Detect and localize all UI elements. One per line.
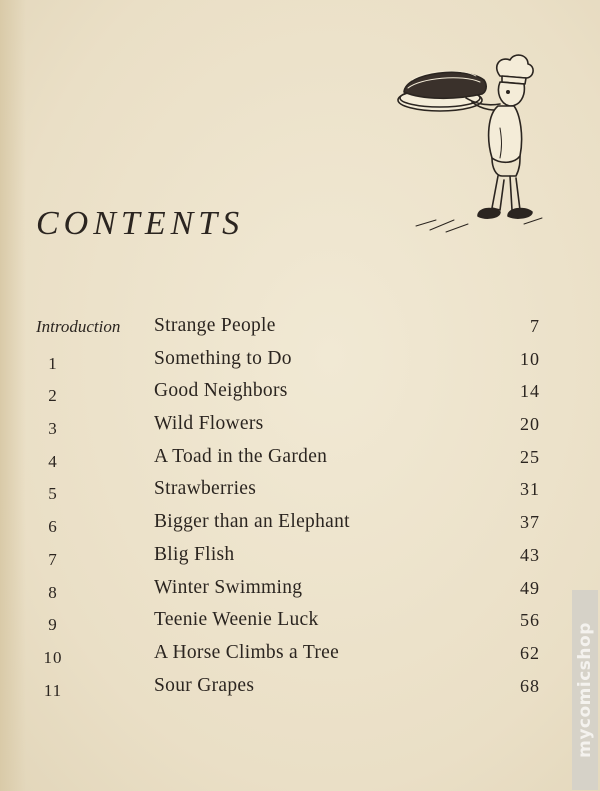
toc-entry — [0, 575, 600, 608]
chapter-title: Strawberries — [154, 478, 257, 500]
chef-carrying-pie-icon — [396, 48, 546, 243]
page-number: 7 — [530, 316, 540, 336]
watermark — [572, 590, 598, 790]
chapter-title: A Toad in the Garden — [154, 445, 328, 467]
chapter-title: Wild Flowers — [154, 413, 264, 435]
chapter-number: 11 — [43, 680, 63, 700]
chapter-number: 4 — [48, 451, 58, 471]
chapter-number: 7 — [48, 549, 58, 569]
page-number: 68 — [520, 675, 540, 696]
chapter-number: 5 — [48, 484, 58, 504]
chapter-title: Strange People — [154, 315, 276, 336]
chapter-number: 9 — [48, 615, 58, 635]
page-number: 49 — [520, 577, 540, 598]
chapter-number: 1 — [48, 353, 58, 373]
watermark-text: mycomicshop — [575, 622, 595, 758]
page-number: 14 — [520, 381, 540, 402]
chapter-title: Something to Do — [154, 347, 292, 369]
toc-entry — [0, 607, 600, 640]
page-number: 20 — [520, 414, 540, 435]
toc-entry — [0, 378, 600, 411]
page-number: 56 — [520, 610, 540, 631]
toc-entry — [0, 411, 600, 444]
chapter-title: Sour Grapes — [154, 674, 255, 696]
page-number: 62 — [520, 642, 540, 663]
page-number: 25 — [520, 446, 540, 467]
table-of-contents — [0, 313, 600, 705]
toc-entry — [0, 476, 600, 509]
chapter-number: 10 — [43, 647, 63, 667]
chapter-number: 6 — [48, 517, 58, 537]
toc-entry — [0, 542, 600, 575]
chapter-title: Bigger than an Elephant — [154, 511, 350, 533]
toc-entry — [0, 313, 600, 346]
toc-entry — [0, 509, 600, 542]
toc-entry — [0, 673, 600, 706]
chapter-title: Good Neighbors — [154, 380, 288, 402]
toc-entry — [0, 640, 600, 673]
chapter-number: Introduction — [36, 317, 121, 336]
chapter-title: Teenie Weenie Luck — [154, 609, 319, 631]
page-number: 10 — [520, 348, 540, 369]
toc-entry — [0, 346, 600, 379]
chapter-number: 8 — [48, 582, 58, 602]
page-number: 43 — [520, 544, 540, 565]
chapter-title: Blig Flish — [154, 543, 235, 565]
chapter-title: Winter Swimming — [154, 576, 303, 598]
contents-heading: CONTENTS — [36, 205, 245, 242]
chapter-number: 3 — [48, 419, 58, 439]
chapter-number: 2 — [48, 386, 58, 406]
chapter-title: A Horse Climbs a Tree — [154, 641, 340, 663]
page-number: 37 — [520, 512, 540, 533]
toc-entry — [0, 444, 600, 477]
page-number: 31 — [520, 479, 540, 500]
